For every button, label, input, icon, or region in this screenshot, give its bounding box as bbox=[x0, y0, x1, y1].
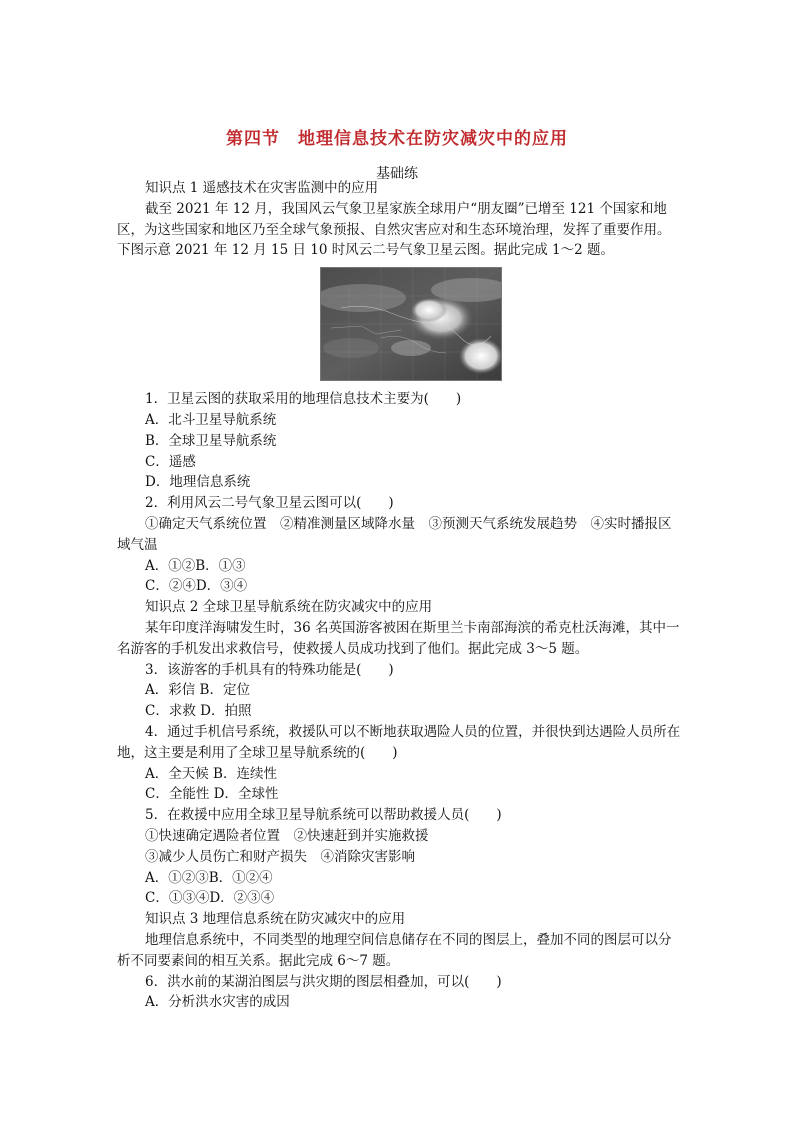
q5-statements-1: ①快速确定遇险者位置 ②快速赶到并实施救援 bbox=[145, 827, 429, 844]
satellite-image-graphic bbox=[321, 268, 501, 380]
q5-options-ab: A．①②③B．①②④ bbox=[145, 869, 273, 886]
document-body bbox=[117, 178, 682, 1013]
q1-option-b: B．全球卫星导航系统 bbox=[145, 432, 277, 449]
q2-options-ab: A．①②B．①③ bbox=[145, 557, 246, 574]
question-6: 6．洪水前的某湖泊图层与洪灾期的图层相叠加，可以( ) bbox=[145, 973, 502, 990]
q4-options-ab: A．全天候 B．连续性 bbox=[145, 765, 277, 782]
knowledge-point-3: 知识点 3 地理信息系统在防灾减灾中的应用 bbox=[145, 911, 406, 928]
question-1: 1．卫星云图的获取采用的地理信息技术主要为( ) bbox=[145, 391, 462, 408]
q1-option-a: A．北斗卫星导航系统 bbox=[145, 411, 277, 428]
question-5: 5．在救援中应用全球卫星导航系统可以帮助救援人员( ) bbox=[145, 807, 502, 824]
intro-paragraph-2: 某年印度洋海啸发生时，36 名英国游客被困在斯里兰卡南部海滨的希克杜沃海滩，其中一名游客的手机发出求救信号，使救援人员成功找到了他们。据此完成 3～5 题。 bbox=[117, 619, 680, 657]
q4-options-cd: C．全能性 D．全球性 bbox=[145, 786, 279, 803]
satellite-cloud-image bbox=[320, 267, 502, 381]
section-subtitle: 基础练 bbox=[376, 166, 418, 182]
page-title: 第四节 地理信息技术在防灾减灾中的应用 bbox=[226, 129, 568, 149]
knowledge-point-1: 知识点 1 遥感技术在灾害监测中的应用 bbox=[145, 180, 379, 196]
q5-statements-2: ③减少人员伤亡和财产损失 ④消除灾害影响 bbox=[145, 848, 415, 865]
question-4: 4．通过手机信号系统，救援队可以不断地获取遇险人员的位置，并很快到达遇险人员所在地，这主要是利用了全球卫星导航系统的( ) bbox=[117, 723, 681, 761]
q2-statements: ①确定天气系统位置 ②精准测量区域降水量 ③预测天气系统发展趋势 ④实时播报区域气温 bbox=[117, 515, 672, 553]
question-3: 3．该游客的手机具有的特殊功能是( ) bbox=[145, 661, 394, 678]
knowledge-point-2: 知识点 2 全球卫星导航系统在防灾减灾中的应用 bbox=[145, 599, 433, 616]
q3-options-ab: A．彩信 B．定位 bbox=[145, 682, 250, 699]
q5-options-cd: C．①③④D．②③④ bbox=[145, 890, 275, 907]
question-2: 2．利用风云二号气象卫星云图可以( ) bbox=[145, 495, 394, 512]
intro-paragraph-1: 截至 2021 年 12 月，我国风云气象卫星家族全球用户“朋友圈”已增至 121 个国家和地区，为这些国家和地区乃至全球气象预报、自然灾害应对和生态环境治理，发挥了重要作用。下图示意 2021 年 12 月 15 日 10 时风云二号气象卫星云图。据此完成 1～2 题。 bbox=[117, 200, 671, 259]
q1-option-d: D．地理信息系统 bbox=[145, 474, 251, 491]
q2-options-cd: C．②④D．③④ bbox=[145, 578, 248, 595]
q3-options-cd: C．求救 D．拍照 bbox=[145, 703, 252, 720]
q1-option-c: C．遥感 bbox=[145, 453, 196, 470]
q6-option-a: A．分析洪水灾害的成因 bbox=[145, 994, 290, 1011]
intro-paragraph-3: 地理信息系统中，不同类型的地理空间信息储存在不同的图层上，叠加不同的图层可以分析不同要素间的相互关系。据此完成 6～7 题。 bbox=[117, 931, 672, 969]
